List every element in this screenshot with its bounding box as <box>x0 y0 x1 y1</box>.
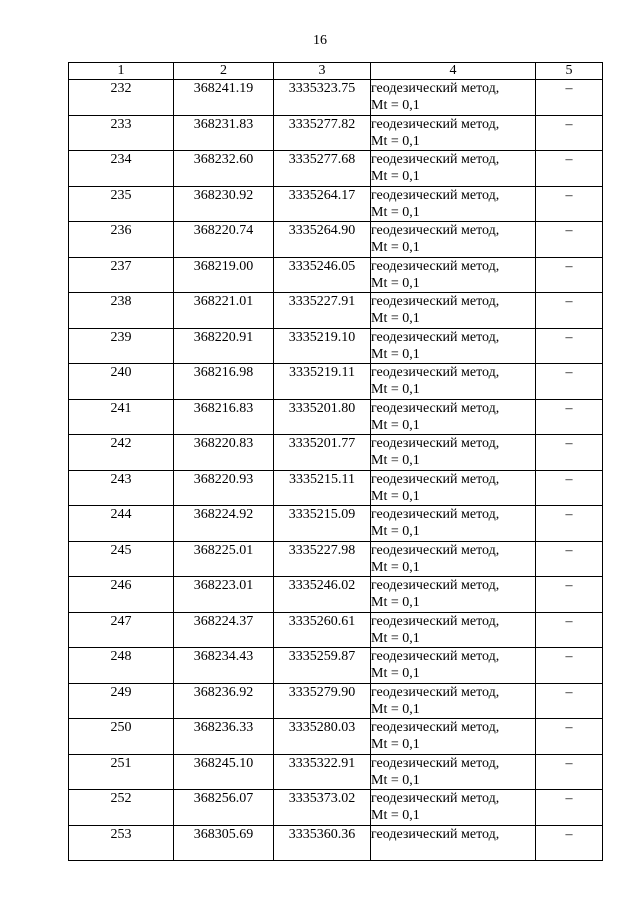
accuracy-text: Mt = 0,1 <box>371 417 420 433</box>
accuracy-text: Mt = 0,1 <box>371 524 420 539</box>
method-cell <box>371 435 536 471</box>
y-coordinate-cell: 3335219.11 <box>274 364 371 400</box>
method-cell <box>371 80 536 116</box>
accuracy-text: Mt = 0,1 <box>371 133 420 149</box>
notes-cell: – <box>536 790 603 826</box>
table-body <box>69 80 603 861</box>
table-row <box>69 577 603 613</box>
method-text: геодезический метод, <box>371 542 500 558</box>
x-coordinate-cell: 368236.33 <box>174 719 274 755</box>
column-header-4: 4 <box>371 63 536 80</box>
accuracy-text: Mt = 0,1 <box>371 98 420 113</box>
notes-cell: – <box>536 577 603 613</box>
x-coordinate-cell: 368232.60 <box>174 151 274 187</box>
method-text: геодезический метод, <box>371 826 500 842</box>
y-coordinate-cell: 3335260.61 <box>274 612 371 648</box>
point-number-cell: 247 <box>69 612 174 648</box>
notes-cell: – <box>536 364 603 400</box>
point-number-cell: 232 <box>69 80 174 116</box>
method-cell <box>371 825 536 861</box>
column-header-2: 2 <box>174 63 274 80</box>
notes-cell: – <box>536 683 603 719</box>
method-text: геодезический метод, <box>371 471 500 487</box>
accuracy-text: Mt = 0,1 <box>371 701 420 717</box>
x-coordinate-cell: 368245.10 <box>174 754 274 790</box>
notes-cell: – <box>536 186 603 222</box>
point-number-cell: 240 <box>69 364 174 400</box>
x-coordinate-cell: 368216.98 <box>174 364 274 400</box>
coordinates-table <box>68 62 603 861</box>
accuracy-text: Mt = 0,1 <box>371 666 420 681</box>
method-cell <box>371 186 536 222</box>
method-text: геодезический метод, <box>371 578 500 593</box>
y-coordinate-cell: 3335227.98 <box>274 541 371 577</box>
method-cell <box>371 612 536 648</box>
method-text: геодезический метод, <box>371 116 500 132</box>
table-row <box>69 399 603 435</box>
table-row <box>69 364 603 400</box>
accuracy-text: Mt = 0,1 <box>371 630 420 646</box>
point-number-cell: 248 <box>69 648 174 684</box>
notes-cell: – <box>536 293 603 329</box>
notes-cell: – <box>536 648 603 684</box>
method-text: геодезический метод, <box>371 507 500 522</box>
table-row <box>69 719 603 755</box>
y-coordinate-cell: 3335322.91 <box>274 754 371 790</box>
y-coordinate-cell: 3335264.17 <box>274 186 371 222</box>
table-row <box>69 683 603 719</box>
table-row <box>69 328 603 364</box>
point-number-cell: 241 <box>69 399 174 435</box>
point-number-cell: 239 <box>69 328 174 364</box>
x-coordinate-cell: 368224.92 <box>174 506 274 542</box>
method-cell <box>371 328 536 364</box>
table-row <box>69 825 603 861</box>
point-number-cell: 234 <box>69 151 174 187</box>
notes-cell: – <box>536 151 603 187</box>
x-coordinate-cell: 368220.91 <box>174 328 274 364</box>
x-coordinate-cell: 368216.83 <box>174 399 274 435</box>
point-number-cell: 242 <box>69 435 174 471</box>
x-coordinate-cell: 368231.83 <box>174 115 274 151</box>
method-text: геодезический метод, <box>371 258 500 274</box>
method-text: геодезический метод, <box>371 436 500 451</box>
notes-cell: – <box>536 612 603 648</box>
method-cell <box>371 115 536 151</box>
notes-cell: – <box>536 506 603 542</box>
x-coordinate-cell: 368219.00 <box>174 257 274 293</box>
method-cell <box>371 754 536 790</box>
accuracy-text: Mt = 0,1 <box>371 453 420 468</box>
y-coordinate-cell: 3335264.90 <box>274 222 371 258</box>
accuracy-text: Mt = 0,1 <box>371 772 420 788</box>
point-number-cell: 233 <box>69 115 174 151</box>
method-text: геодезический метод, <box>371 187 500 203</box>
point-number-cell: 252 <box>69 790 174 826</box>
accuracy-text: Mt = 0,1 <box>371 382 420 397</box>
x-coordinate-cell: 368236.92 <box>174 683 274 719</box>
point-number-cell: 245 <box>69 541 174 577</box>
notes-cell: – <box>536 754 603 790</box>
x-coordinate-cell: 368221.01 <box>174 293 274 329</box>
table-row <box>69 612 603 648</box>
method-text: геодезический метод, <box>371 755 500 771</box>
table-row <box>69 293 603 329</box>
method-text: геодезический метод, <box>371 613 500 629</box>
point-number-cell: 244 <box>69 506 174 542</box>
y-coordinate-cell: 3335201.77 <box>274 435 371 471</box>
y-coordinate-cell: 3335227.91 <box>274 293 371 329</box>
y-coordinate-cell: 3335215.09 <box>274 506 371 542</box>
method-cell <box>371 577 536 613</box>
notes-cell: – <box>536 328 603 364</box>
y-coordinate-cell: 3335277.82 <box>274 115 371 151</box>
point-number-cell: 249 <box>69 683 174 719</box>
table-row <box>69 186 603 222</box>
x-coordinate-cell: 368234.43 <box>174 648 274 684</box>
y-coordinate-cell: 3335360.36 <box>274 825 371 861</box>
point-number-cell: 237 <box>69 257 174 293</box>
accuracy-text: Mt = 0,1 <box>371 311 420 326</box>
table-row <box>69 435 603 471</box>
table-row <box>69 790 603 826</box>
x-coordinate-cell: 368256.07 <box>174 790 274 826</box>
point-number-cell: 236 <box>69 222 174 258</box>
table-row <box>69 754 603 790</box>
accuracy-text: Mt = 0,1 <box>371 240 420 255</box>
method-cell <box>371 399 536 435</box>
point-number-cell: 238 <box>69 293 174 329</box>
table-row <box>69 506 603 542</box>
table-row <box>69 541 603 577</box>
point-number-cell: 250 <box>69 719 174 755</box>
y-coordinate-cell: 3335373.02 <box>274 790 371 826</box>
method-text: геодезический метод, <box>371 81 500 96</box>
accuracy-text: Mt = 0,1 <box>371 346 420 362</box>
method-cell <box>371 683 536 719</box>
method-text: геодезический метод, <box>371 649 500 664</box>
method-cell <box>371 293 536 329</box>
x-coordinate-cell: 368305.69 <box>174 825 274 861</box>
method-cell <box>371 151 536 187</box>
point-number-cell: 253 <box>69 825 174 861</box>
x-coordinate-cell: 368224.37 <box>174 612 274 648</box>
y-coordinate-cell: 3335215.11 <box>274 470 371 506</box>
notes-cell: – <box>536 257 603 293</box>
y-coordinate-cell: 3335201.80 <box>274 399 371 435</box>
table-row <box>69 222 603 258</box>
table-row <box>69 257 603 293</box>
y-coordinate-cell: 3335259.87 <box>274 648 371 684</box>
page-number: 16 <box>313 33 327 48</box>
x-coordinate-cell: 368225.01 <box>174 541 274 577</box>
x-coordinate-cell: 368220.83 <box>174 435 274 471</box>
method-text: геодезический метод, <box>371 152 500 167</box>
method-text: геодезический метод, <box>371 400 500 416</box>
method-cell <box>371 222 536 258</box>
x-coordinate-cell: 368220.74 <box>174 222 274 258</box>
method-text: геодезический метод, <box>371 223 500 238</box>
method-text: геодезический метод, <box>371 684 500 700</box>
y-coordinate-cell: 3335277.68 <box>274 151 371 187</box>
y-coordinate-cell: 3335246.02 <box>274 577 371 613</box>
table-row <box>69 80 603 116</box>
accuracy-text: Mt = 0,1 <box>371 488 420 504</box>
method-cell <box>371 506 536 542</box>
x-coordinate-cell: 368220.93 <box>174 470 274 506</box>
notes-cell: – <box>536 719 603 755</box>
y-coordinate-cell: 3335280.03 <box>274 719 371 755</box>
notes-cell: – <box>536 80 603 116</box>
y-coordinate-cell: 3335323.75 <box>274 80 371 116</box>
notes-cell: – <box>536 541 603 577</box>
accuracy-text: Mt = 0,1 <box>371 737 420 752</box>
method-text: геодезический метод, <box>371 365 500 380</box>
accuracy-text: Mt = 0,1 <box>371 559 420 575</box>
method-cell <box>371 541 536 577</box>
notes-cell: – <box>536 435 603 471</box>
notes-cell: – <box>536 470 603 506</box>
table-row <box>69 470 603 506</box>
method-text: геодезический метод, <box>371 294 500 309</box>
table-header-row <box>69 63 603 80</box>
table-row <box>69 115 603 151</box>
y-coordinate-cell: 3335279.90 <box>274 683 371 719</box>
point-number-cell: 246 <box>69 577 174 613</box>
method-cell <box>371 470 536 506</box>
method-text: геодезический метод, <box>371 720 500 735</box>
accuracy-text: Mt = 0,1 <box>371 204 420 220</box>
accuracy-text: Mt = 0,1 <box>371 275 420 291</box>
point-number-cell: 243 <box>69 470 174 506</box>
method-cell <box>371 648 536 684</box>
column-header-3: 3 <box>274 63 371 80</box>
table-row <box>69 151 603 187</box>
column-header-5: 5 <box>536 63 603 80</box>
x-coordinate-cell: 368230.92 <box>174 186 274 222</box>
method-cell <box>371 364 536 400</box>
accuracy-text: Mt = 0,1 <box>371 169 420 184</box>
point-number-cell: 251 <box>69 754 174 790</box>
accuracy-text: Mt = 0,1 <box>371 808 420 823</box>
column-header-1: 1 <box>69 63 174 80</box>
x-coordinate-cell: 368223.01 <box>174 577 274 613</box>
method-text: геодезический метод, <box>371 329 500 345</box>
method-cell <box>371 719 536 755</box>
notes-cell: – <box>536 222 603 258</box>
notes-cell: – <box>536 399 603 435</box>
table-row <box>69 648 603 684</box>
method-cell <box>371 790 536 826</box>
y-coordinate-cell: 3335246.05 <box>274 257 371 293</box>
accuracy-text: Mt = 0,1 <box>371 595 420 610</box>
method-text: геодезический метод, <box>371 791 500 806</box>
notes-cell: – <box>536 115 603 151</box>
notes-cell: – <box>536 825 603 861</box>
y-coordinate-cell: 3335219.10 <box>274 328 371 364</box>
method-cell <box>371 257 536 293</box>
point-number-cell: 235 <box>69 186 174 222</box>
x-coordinate-cell: 368241.19 <box>174 80 274 116</box>
